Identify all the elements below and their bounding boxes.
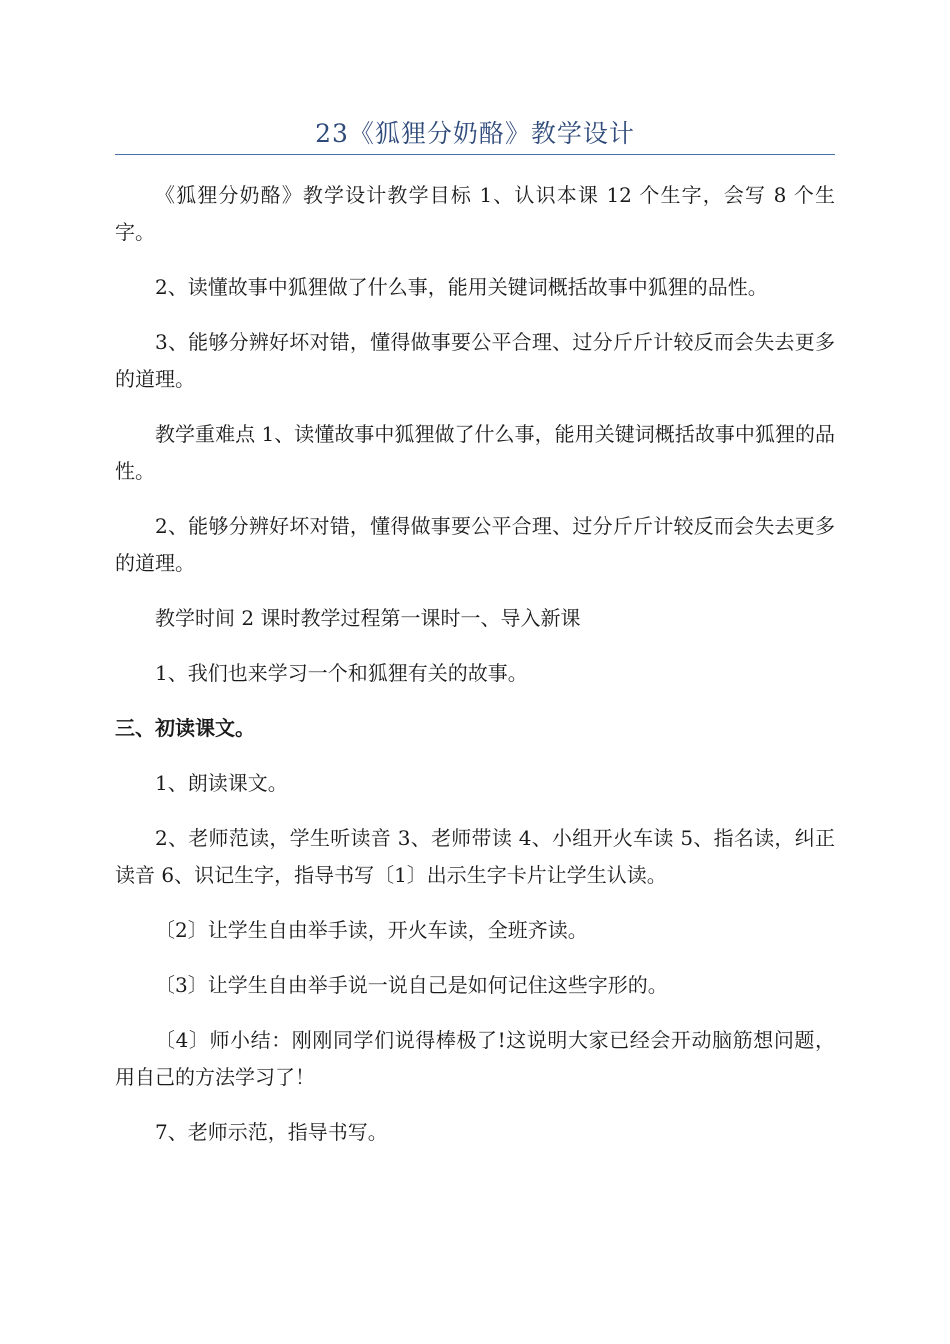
paragraph: 3、能够分辨好坏对错，懂得做事要公平合理、过分斤斤计较反而会失去更多的道理。 — [115, 330, 835, 391]
paragraph: 2、能够分辨好坏对错，懂得做事要公平合理、过分斤斤计较反而会失去更多的道理。 — [115, 514, 835, 575]
document-title: 23《狐狸分奶酪》教学设计 — [315, 119, 635, 148]
paragraph: 〔3〕让学生自由举手说一说自己是如何记住这些字形的。 — [155, 973, 668, 997]
paragraph: 〔4〕师小结：刚刚同学们说得棒极了!这说明大家已经会开动脑筋想问题，用自己的方法学习了！ — [115, 1028, 835, 1089]
paragraph: 2、老师范读，学生听读音 3、老师带读 4、小组开火车读 5、指名读，纠正读音 6、识记生字，指导书写〔1〕出示生字卡片让学生认读。 — [115, 826, 835, 887]
paragraph: 1、朗读课文。 — [155, 771, 288, 795]
title-underline — [115, 154, 835, 155]
paragraph: 1、我们也来学习一个和狐狸有关的故事。 — [155, 661, 528, 685]
paragraph: 〔2〕让学生自由举手读，开火车读，全班齐读。 — [155, 918, 588, 942]
section-heading: 三、初读课文。 — [115, 716, 255, 740]
document-body — [115, 177, 835, 1169]
paragraph: 7、老师示范，指导书写。 — [155, 1120, 388, 1144]
paragraph: 教学重难点 1、读懂故事中狐狸做了什么事，能用关键词概括故事中狐狸的品性。 — [115, 422, 835, 483]
paragraph: 教学时间 2 课时教学过程第一课时一、导入新课 — [155, 606, 581, 630]
paragraph: 《狐狸分奶酪》教学设计教学目标 1、认识本课 12 个生字，会写 8 个生字。 — [115, 183, 835, 244]
paragraph: 2、读懂故事中狐狸做了什么事，能用关键词概括故事中狐狸的品性。 — [155, 275, 768, 299]
